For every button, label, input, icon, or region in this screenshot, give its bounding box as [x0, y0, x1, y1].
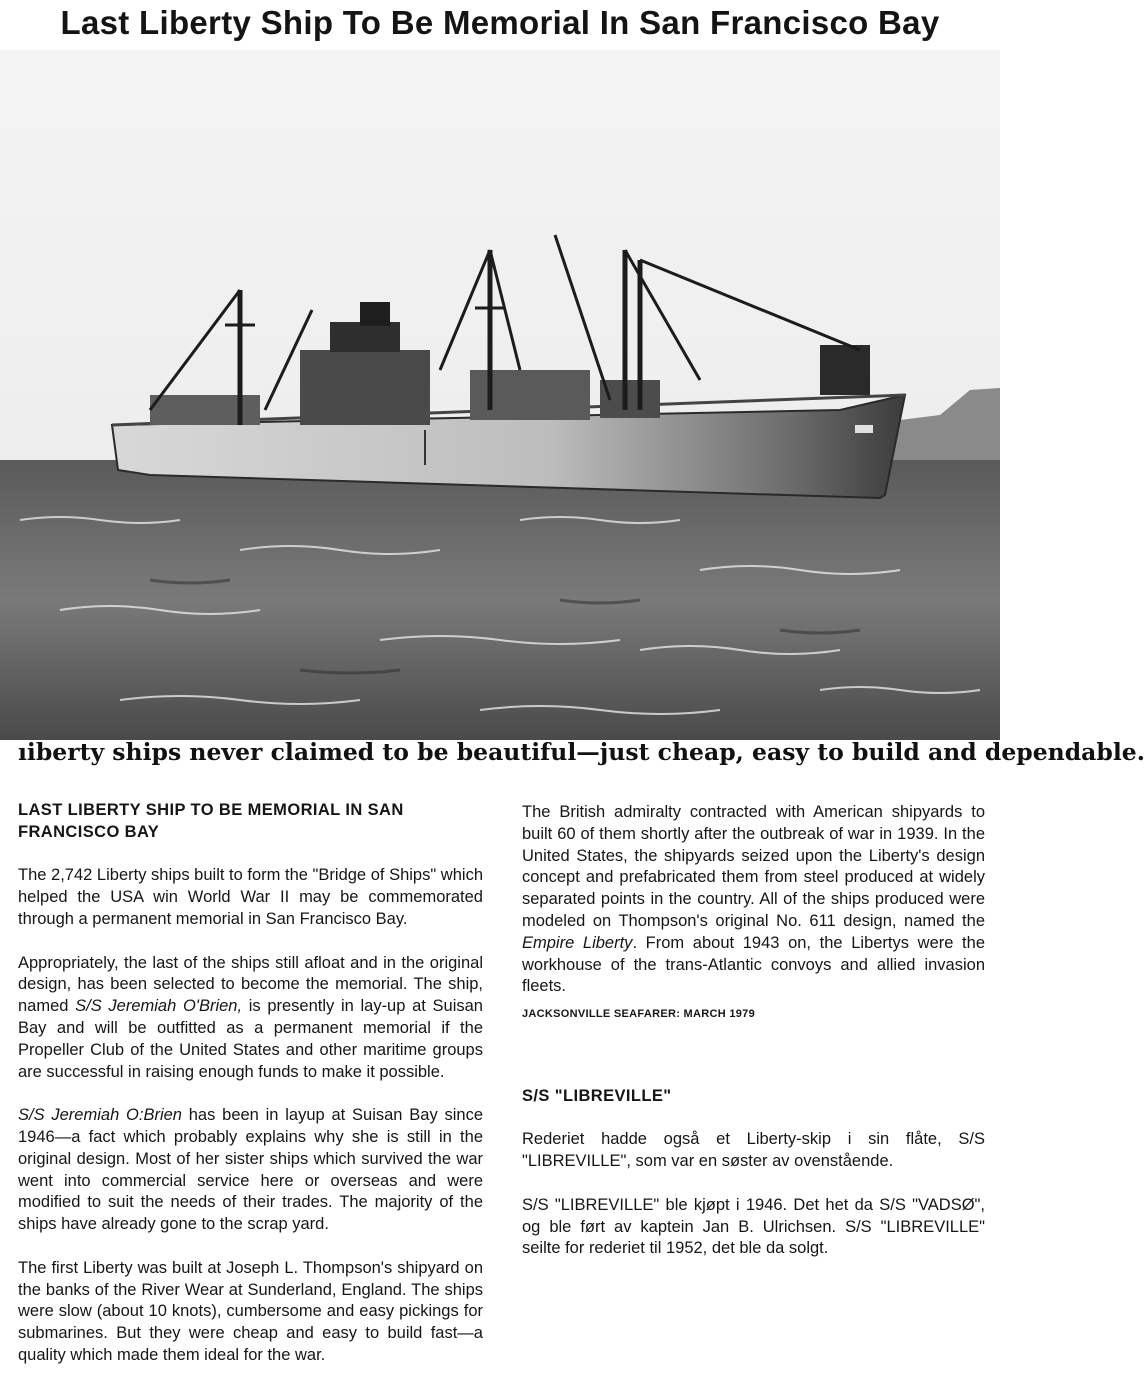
libreville-paragraph: Rederiet hadde også et Liberty-skip i sin flåte, S/S "LIBREVILLE", som var en søster av ovenstående.: [522, 1130, 985, 1171]
text-span: is presently in lay-up at Suisan Bay and will be outfitted as a permanent memorial if the Propeller Club of the United States and other maritime groups are successful in raising enough funds to make it possible.: [18, 997, 483, 1081]
ship-name: S/S Jeremiah O'Brien,: [75, 997, 243, 1016]
ship-name: S/S Jeremiah O:Brien: [18, 1106, 182, 1125]
article-heading: LAST LIBERTY SHIP TO BE MEMORIAL IN SAN FRANCISCO BAY: [18, 801, 404, 841]
article-paragraph: [18, 1105, 483, 1236]
text-span: . From about 1943 on, the Libertys were the workhouse of the trans-Atlantic convoys and allied invasion fleets.: [522, 933, 985, 996]
article-column-right: [522, 802, 985, 1282]
ship-name: Empire Liberty: [522, 933, 633, 952]
libreville-heading: S/S "LIBREVILLE": [522, 1086, 672, 1105]
article-paragraph: The 2,742 Liberty ships built to form the "Bridge of Ships" which helped the USA win World War II may be commemorated through a permanent memorial in San Francisco Bay.: [18, 866, 483, 928]
photo-caption: ıiberty ships never claimed to be beautiful—just cheap, easy to build and dependable.: [18, 738, 1145, 766]
text-span: Appropriately, the last of the ships still afloat and in the original design, has been selected to become the memorial. The ship, named: [18, 953, 483, 1016]
article-paragraph: [18, 953, 483, 1084]
article-paragraph: The first Liberty was built at Joseph L. Thompson's shipyard on the banks of the River Wear at Sunderland, England. The ships were slow (about 10 knots), cumbersome and easy pickings for submarines. But they were cheap and easy to build fast—a quality which made them ideal for the war.: [18, 1258, 483, 1364]
text-span: has been in layup at Suisan Bay since 1946—a fact which probably explains why she is still in the original design. Most of her sister ships which survived the war went into commercial service here or overseas and were modified to suit the needs of their trades. The majority of the ships have already gone to the scrap yard.: [18, 1106, 484, 1234]
liberty-ship-photo: [0, 50, 1000, 740]
source-credit: JACKSONVILLE SEAFARER: MARCH 1979: [522, 1007, 755, 1020]
libreville-paragraph: S/S "LIBREVILLE" ble kjøpt i 1946. Det het da S/S "VADSØ", og ble ført av kaptein Jan B. Ulrichsen. S/S "LIBREVILLE" seilte for rederiet til 1952, det ble da solgt.: [522, 1195, 985, 1258]
article-column-left: [18, 800, 483, 1389]
page-headline: Last Liberty Ship To Be Memorial In San Francisco Bay: [60, 4, 940, 41]
article-paragraph: [522, 802, 985, 998]
text-span: The British admiralty contracted with American shipyards to built 60 of them shortly after the outbreak of war in 1939. In the United States, the shipyards seized upon the Liberty's design concept and prefabricated them from steel produced at widely separated points in the country. All of the ships produced were modeled on Thompson's original No. 611 design, named the: [522, 803, 985, 930]
